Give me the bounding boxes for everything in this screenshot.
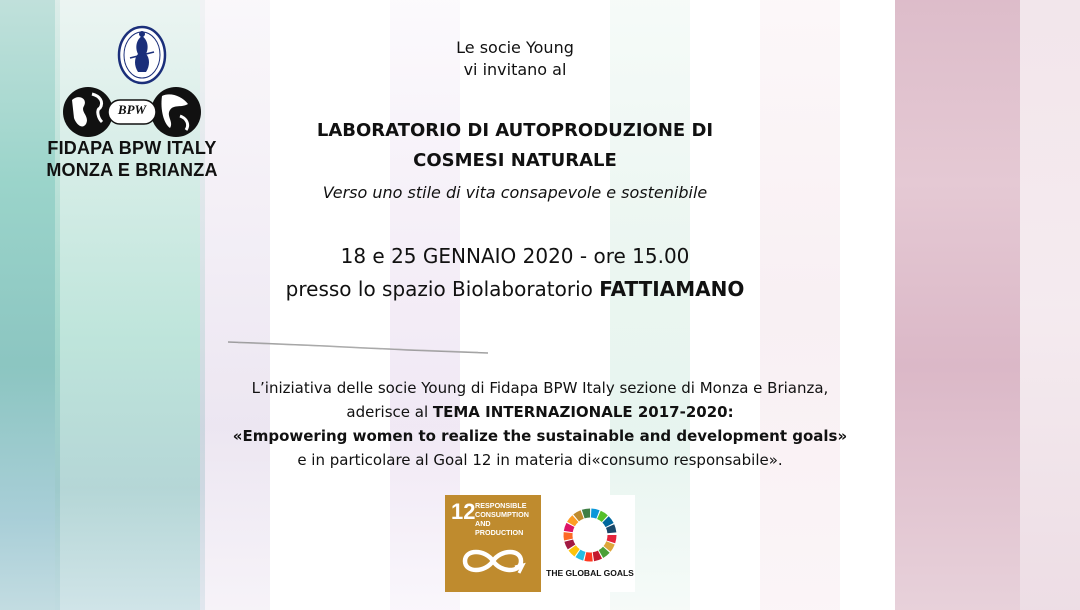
- event-title-line-1: LABORATORIO DI AUTOPRODUZIONE DI: [316, 120, 714, 141]
- venue-prefix: presso lo spazio Biolaboratorio: [285, 277, 600, 301]
- watercolor-stripe-rose: [895, 0, 1020, 610]
- global-goals-label: THE GLOBAL GOALS: [546, 568, 634, 578]
- initiative-line-2-prefix: aderisce al: [346, 403, 433, 421]
- international-theme: TEMA INTERNAZIONALE 2017-2020:: [432, 403, 734, 421]
- initiative-quote: «Empowering women to realize the sustainable and development goals»: [232, 427, 848, 445]
- initiative-line-4: e in particolare al Goal 12 in materia di«consumo responsabile».: [297, 451, 783, 469]
- watercolor-stripe-blush: [760, 0, 840, 610]
- sdg-goal-number: 12: [451, 499, 476, 524]
- fidapa-logo: [28, 18, 228, 188]
- initiative-line-2: [160, 403, 920, 421]
- event-date-time: 18 e 25 GENNAIO 2020 - ore 15.00: [340, 244, 690, 268]
- watercolor-stripe-pink: [1020, 0, 1080, 610]
- infinity-loop-icon: [457, 543, 529, 579]
- global-goals-wheel-icon: [562, 507, 618, 563]
- event-title-line-2: COSMESI NATURALE: [413, 150, 617, 171]
- venue-name: FATTIAMANO: [599, 277, 745, 301]
- org-name-line-2: MONZA E BRIANZA: [46, 160, 218, 180]
- sdg-goal-label-line: AND PRODUCTION: [475, 519, 524, 537]
- intro-line-1: Le socie Young: [456, 38, 574, 57]
- sdg-goal-12-tile: [445, 495, 541, 592]
- event-venue: [180, 277, 850, 301]
- sdg-goal-label-line: CONSUMPTION: [475, 510, 529, 519]
- brush-divider: [228, 338, 488, 358]
- event-subtitle: Verso uno stile di vita consapevole e sostenibile: [322, 183, 708, 202]
- sdg-goal-label-line: RESPONSIBLE: [475, 501, 527, 510]
- bpw-badge: BPW: [117, 102, 147, 117]
- global-goals-logo: [545, 495, 635, 592]
- org-name-line-1: FIDAPA BPW ITALY: [47, 138, 217, 158]
- sdg-goal-label: [475, 501, 539, 537]
- intro-line-2: vi invitano al: [463, 60, 567, 79]
- initiative-line-1: L’iniziativa delle socie Young di Fidapa BPW Italy sezione di Monza e Brianza,: [251, 379, 829, 397]
